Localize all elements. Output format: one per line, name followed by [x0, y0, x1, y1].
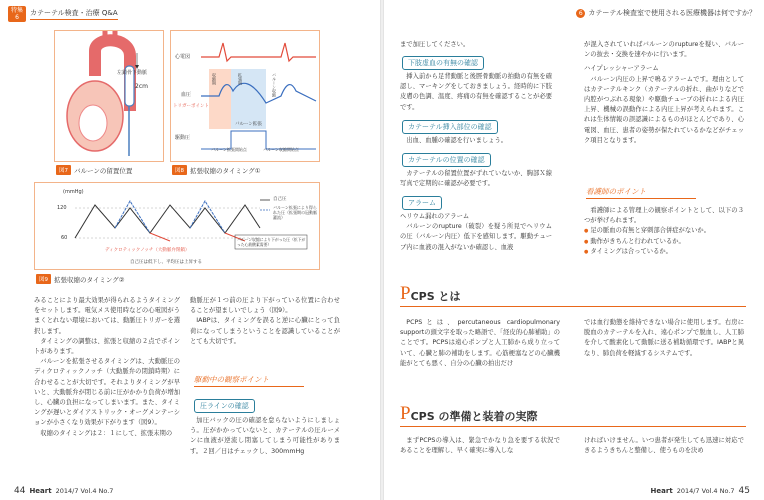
para: 動脈圧が１つ前の圧より下がっている位置に合わせることが望ましいでしょう（図9）。	[190, 297, 340, 315]
magazine-name: Heart	[650, 487, 673, 495]
label-ecg: 心電図	[175, 54, 191, 60]
magazine-name: Heart	[29, 487, 52, 495]
para: まずPCPSの導入は、緊急でかなり急を要する状況であることを理解し、早く確実に導入しな	[400, 437, 560, 455]
para: 挿入前から足背動脈と後脛骨動脈の拍動の有無を確認し、マーキングをしておきましょう。経時的に下肢皮膚の色調、温度、疼痛の有無を確認することが必要です。	[400, 73, 552, 111]
list-item: ● タイミングは合っているか。	[584, 247, 744, 257]
label-diastole: 拡張期	[238, 73, 243, 85]
label-trigger: トリガーポイント	[173, 104, 209, 109]
figure-8-caption	[172, 165, 261, 175]
left-header-title: カテーテル検査・治療 Q&A	[30, 8, 118, 20]
pcps-prep-heading-rule	[400, 426, 746, 427]
pcps-col-2	[584, 318, 744, 398]
pcps-heading	[400, 284, 460, 303]
figure-7-box	[54, 30, 164, 162]
chart2-y120: 120	[57, 205, 67, 211]
label-balloon-inflate: バルーン拡張	[235, 122, 262, 127]
nurse-points-heading: 看護師のポイント	[586, 186, 696, 199]
label-left-subclavian: 左鎖骨下動脈	[117, 70, 148, 76]
label-2cm: 2cm	[135, 83, 148, 90]
catheter-position-heading: カテーテルの位置の確認	[402, 153, 491, 167]
chart2-y60: 60	[61, 235, 68, 241]
figure-9-tag: 図9	[36, 274, 51, 284]
para: 加圧バックの圧の確認を怠らないようにしましょう。圧がかかっていないと、カテーテルの圧ルーメンに血液が逆流し閉塞してしまう可能性があります。２回／日はチェックし、300mmHg	[190, 417, 340, 455]
feature-badge-number: 6	[15, 14, 19, 21]
para: では血行動態を維持できない場合に使用します。右房に脱血のカテーテルを入れ、遠心ポンプで脱血し、人工肺を介して酸素化して動脈に送る補助循環です。IABPと異なり、肺負荷を軽減するシステムです。	[584, 319, 744, 357]
left-page	[0, 0, 380, 500]
figure-7-tag: 図7	[56, 165, 71, 175]
label-balloon-end: バルーン収縮開始点	[263, 147, 299, 152]
figure-7-caption	[56, 165, 132, 175]
pcps-heading-rest: CPS とは	[410, 290, 461, 303]
left-footer	[14, 486, 113, 496]
pcps-prep-heading	[400, 404, 537, 423]
insertion-site-heading: カテーテル挿入部位の確認	[402, 120, 498, 134]
prep-col-1	[400, 436, 560, 476]
observation-points-heading: 駆動中の観察ポイント	[194, 374, 304, 387]
right-page	[384, 0, 764, 500]
para: タイミングの調整は、拡張と収縮の２点でポイントがあります。	[34, 337, 180, 356]
para: 収縮のタイミングは２：１にして、拡張末期の	[40, 429, 173, 437]
para: バルーン内圧の上昇で鳴るアラームです。理由としてはカテーテルキンク（カテーテルの折れ、曲がりなどで内腔がつぶれる現象）や駆動チューブの折れによる内圧上昇、機械の誤動作による内圧上昇が考えられます。これは生体情報の誤認識によるものがほとんどであり、心電図、血圧、患者の姿勢が保たれているかなどがチェック項目となります。	[584, 75, 744, 144]
para: 看護師による管理上の観察ポイントとして、以下の３つが挙げられます。	[584, 207, 744, 225]
label-deflate: バルーン収縮	[272, 73, 277, 97]
para: 出血、血腫の確認を行いましょう。	[406, 137, 508, 144]
issue-info: 2014/7 Vol.4 No.7	[55, 487, 114, 495]
figure-9-caption	[36, 274, 125, 284]
list-item: ● 動作がきちんと行われているか。	[584, 237, 744, 247]
left-column-2-top	[190, 296, 340, 364]
left-column-2-bottom	[190, 416, 340, 482]
para: バルーンを拡張させるタイミングは、大動脈圧のディクロティックノッチ（大動脈弁の閉鎖時期）に合わせることが大切です。それよりタイミングが早いと、大動脈弁が閉じる前に圧がかかり負荷が増加し、心臓の負担になってしまいます。また、タイミングが遅いとダイアストリック・オーグメンテーションが小さくなり効果が下がります（図9）。	[34, 358, 180, 427]
right-header-title: カテーテル検査室で使用される医療機器は何ですか？	[588, 9, 756, 17]
alarm-subhead: ヘリウム漏れのアラーム	[400, 213, 470, 220]
pcps-heading-initial: P	[400, 283, 411, 304]
list-item: ● 足の脈血の有無と穿刺部合併症がないか。	[584, 226, 744, 236]
page-number: 44	[14, 486, 26, 496]
para: PCPSとは、percutaneous cardiopulmonary supportの頭文字を取った略語で、「経皮的心肺補助」のことです。PCPSは遠心ポンプと人工肺から成り立っていて、心臓と肺の補助をします。心筋梗塞などの心臓機能がとても悪く、自分の心臓の拍出だけ	[400, 319, 560, 367]
para: まで加圧してください。	[400, 41, 470, 48]
figure-7-caption-text: バルーンの留置位置	[74, 166, 133, 175]
label-systole: 収縮期	[212, 73, 217, 85]
para: みることにより最大効果が得られるようタイミングをセットします。電気メス使用時などの心電図がうまくとれない環境においては、動脈圧トリガーを選択します。	[34, 297, 180, 335]
figure-9-caption-text: 拡張収縮のタイミング②	[54, 275, 125, 284]
pcps-prep-heading-initial: P	[400, 403, 411, 424]
limb-ischemia-text	[400, 72, 552, 113]
pcps-col-1	[400, 318, 560, 398]
chart2-note: バルーン収縮により下がった圧（拡下がった心筋酸素需要）	[237, 237, 306, 247]
nurse-points-list	[584, 226, 744, 257]
figure-8-caption-text: 拡張収縮のタイミング①	[190, 166, 261, 175]
feature-badge-label: 特集	[10, 7, 23, 14]
para: バルーンのrupture（破裂）を疑う所見でヘリウムの圧（バルーン内圧）低下を感知します。駆動チューブ内に血液の混入がないか確認し、血液	[400, 223, 552, 251]
issue-info: 2014/7 Vol.4 No.7	[676, 487, 735, 495]
label-bp: 血圧	[181, 92, 192, 98]
figure-8-box	[170, 30, 320, 162]
page-number: 45	[738, 486, 750, 496]
alarm-heading: アラーム	[402, 196, 442, 210]
chart2-bottom: 自己圧は低下し、平均圧は上昇する	[130, 260, 202, 265]
chart2-notch: ディクロティックノッチ（大動脈弁閉鎖）	[105, 248, 190, 253]
chart2-legend2: バルーン拡張により得られた圧（拡張期の冠動脈灌流）	[273, 205, 317, 220]
feature-badge	[8, 6, 26, 22]
insertion-site-text	[400, 136, 552, 146]
label-balloon-start: バルーン拡張開始点	[211, 147, 247, 152]
section-number-badge: 6	[576, 9, 585, 18]
para: が混入されていればバルーンのruptureを疑い、バルーンの抜去・交換を速やかに行います。	[584, 41, 744, 59]
right-col-b	[584, 40, 744, 180]
alarm-text	[400, 212, 552, 268]
figure-9-box	[34, 182, 320, 270]
pcps-prep-heading-rest: CPS の準備と装着の実際	[410, 410, 538, 423]
left-column-1	[34, 296, 180, 481]
timing-chart-1	[171, 31, 319, 161]
para: IABPは、タイミングを誤ると逆に心臓にとって負荷になってしまうということを認識していることがとても大切です。	[190, 317, 340, 345]
right-header	[576, 8, 756, 18]
pressure-line-heading: 圧ラインの確認	[194, 399, 255, 413]
right-col-a-top	[400, 40, 552, 50]
para: ければいけません。いつ患者が発生しても迅速に対応できるようきちんと整備し、使うものを決め	[584, 437, 744, 455]
limb-ischemia-heading: 下肢虚血の有無の確認	[402, 56, 484, 70]
para: カテーテルの留置位置がずれていないか、胸部Ｘ線写真で定期的に確認が必要です。	[400, 170, 552, 188]
aorta-illustration	[55, 31, 163, 161]
left-header	[8, 6, 118, 22]
nurse-points-text	[584, 206, 744, 257]
catheter-position-text	[400, 169, 552, 189]
pcps-heading-rule	[400, 306, 746, 307]
chart2-legend1: 自己圧	[273, 197, 287, 202]
figure-8-tag: 図8	[172, 165, 187, 175]
chart2-unit: (mmHg)	[63, 189, 84, 195]
high-pressure-subhead: ハイプレッシャーアラーム	[584, 65, 659, 73]
label-drive: 駆動圧	[175, 135, 191, 141]
right-footer	[651, 486, 750, 496]
prep-col-2	[584, 436, 744, 476]
